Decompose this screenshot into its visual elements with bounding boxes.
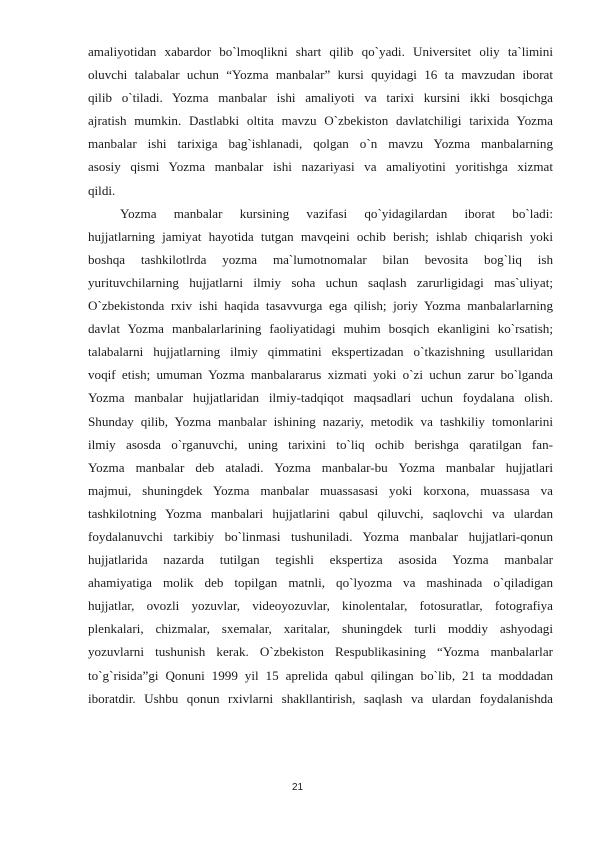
document-page — [88, 40, 553, 710]
paragraph-line: talabalarni hujjatlarning ilmiy qimmatini ekspertizadan o`tkazishning usullaridan — [88, 344, 553, 360]
paragraph-line: davlat Yozma manbalarlarining faoliyatidagi muhim bosqich ekanligini ko`rsatish; — [88, 321, 553, 337]
paragraph-line: yurituvchilarning hujjatlarni ilmiy soha uchun saqlash zarurligidagi mas`uliyat; — [88, 274, 553, 290]
paragraph-2 — [88, 202, 553, 710]
paragraph-line: oluvchi talabalar uchun “Yozma manbalar” kursi quyidagi 16 ta mavzudan iborat — [88, 67, 553, 83]
paragraph-line: hujjatlarning jamiyat hayotida tutgan mavqeini ochib berish; ishlab chiqarish yoki — [88, 228, 553, 244]
paragraph-line: ahamiyatiga molik deb topilgan matnli, qo`lyozma va mashinada o`qiladigan — [88, 575, 553, 591]
paragraph-line: qildi. — [88, 182, 116, 198]
paragraph-1 — [88, 40, 553, 202]
paragraph-line: ajratish mumkin. Dastlabki oltita mavzu O`zbekiston davlatchiligi tarixida Yozma — [88, 113, 553, 129]
paragraph-line: tashkilotning Yozma manbalari hujjatlarini qabul qiluvchi, saqlovchi va ulardan — [88, 505, 553, 521]
paragraph-line: Yozma manbalar deb ataladi. Yozma manbalar-bu Yozma manbalar hujjatlari — [88, 459, 553, 475]
paragraph-line: hujjatlar, ovozli yozuvlar, videoyozuvlar, kinolentalar, fotosuratlar, fotografiya — [88, 598, 553, 614]
paragraph-line: yozuvlarni tushunish kerak. O`zbekiston Respublikasining “Yozma manbalarlar — [88, 644, 553, 660]
page-number: 21 — [291, 782, 304, 793]
paragraph-line: plenkalari, chizmalar, sxemalar, xaritalar, shuningdek turli moddiy ashyodagi — [88, 621, 553, 637]
paragraph-line: asosiy qismi Yozma manbalar ishi nazariyasi va amaliyotini yoritishga xizmat — [88, 159, 553, 175]
paragraph-line: iboratdir. Ushbu qonun rxivlarni shakllantirish, saqlash va ulardan foydalanishda — [88, 690, 553, 706]
paragraph-line: Yozma manbalar kursining vazifasi qo`yidagilardan iborat bo`ladi: — [120, 205, 553, 221]
paragraph-line: Shunday qilib, Yozma manbalar ishining nazariy, metodik va tashkiliy tomonlarini — [88, 413, 553, 429]
paragraph-line: boshqa tashkilotlrda yozma ma`lumotnomalar bilan bevosita bog`liq ish — [88, 251, 553, 267]
paragraph-line: manbalar ishi tarixiga bag`ishlanadi, qolgan o`n mavzu Yozma manbalarning — [88, 136, 553, 152]
paragraph-line: voqif etish; umuman Yozma manbalararus xizmati yoki o`zi uchun zarur bo`lganda — [88, 367, 553, 383]
paragraph-line: majmui, shuningdek Yozma manbalar muassasasi yoki korxona, muassasa va — [88, 482, 553, 498]
paragraph-line: Yozma manbalar hujjatlaridan ilmiy-tadqiqot maqsadlari uchun foydalana olish. — [88, 390, 553, 406]
paragraph-line: hujjatlarida nazarda tutilgan tegishli ekspertiza asosida Yozma manbalar — [88, 552, 553, 568]
paragraph-line: O`zbekistonda rxiv ishi haqida tasavvurga ega qilish; joriy Yozma manbalarlarning — [88, 298, 553, 314]
paragraph-line: qilib o`tiladi. Yozma manbalar ishi amaliyoti va tarixi kursini ikki bosqichga — [88, 90, 553, 106]
paragraph-line: foydalanuvchi tarkibiy bo`linmasi tushuniladi. Yozma manbalar hujjatlari-qonun — [88, 528, 553, 544]
paragraph-line: amaliyotidan xabardor bo`lmoqlikni shart qilib qo`yadi. Universitet oliy ta`limini — [88, 44, 553, 59]
paragraph-line: ilmiy asosda o`rganuvchi, uning tarixini to`liq ochib berishga qaratilgan fan- — [88, 436, 553, 452]
paragraph-line: to`g`risida”gi Qonuni 1999 yil 15 aprelida qabul qilingan bo`lib, 21 ta moddadan — [88, 667, 553, 683]
